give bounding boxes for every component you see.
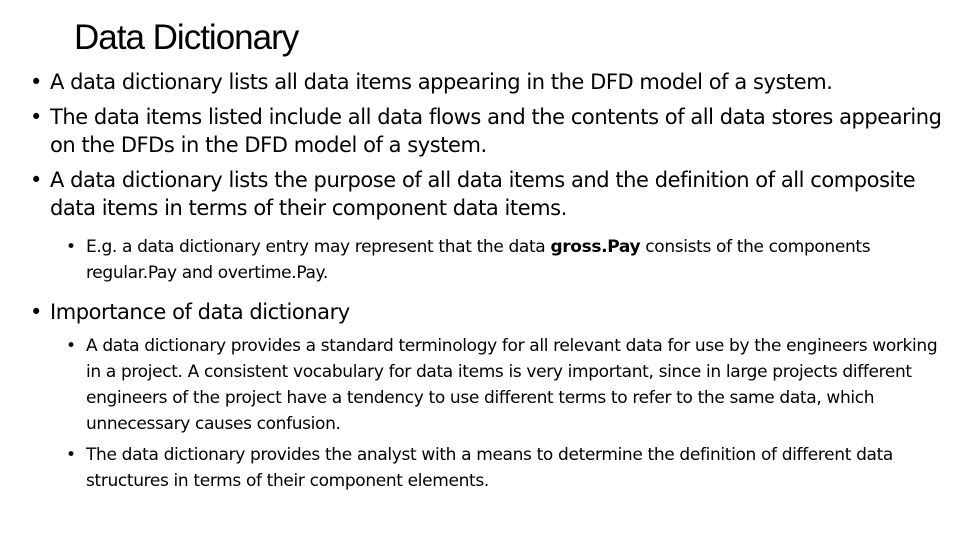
slide-title: Data Dictionary [74, 18, 299, 57]
bullet-dot-icon: • [66, 237, 76, 257]
bullet-text: The data items listed include all data flows and the contents of all data stores appearing on the DFDs in the DFD model of a system. [50, 105, 942, 157]
bullet-dot-icon: • [66, 336, 76, 356]
bullet-text-bold-term: gross.Pay [550, 237, 641, 257]
bullet-purpose-and-definition [30, 166, 950, 222]
sub-bullet-example-gross-pay [66, 234, 950, 286]
bullet-dot-icon: • [66, 445, 76, 465]
bullet-text-post: consists of the components regular.Pay and overtime.Pay. [86, 237, 871, 283]
bullet-dot-icon: • [30, 300, 42, 324]
bullet-text-pre: E.g. a data dictionary entry may represent that the data [86, 237, 551, 257]
bullet-data-dictionary-definition [30, 68, 950, 96]
bullet-dot-icon: • [30, 70, 42, 94]
slide-content [30, 68, 950, 499]
bullet-importance-heading [30, 298, 950, 326]
bullet-dot-icon: • [30, 105, 42, 129]
bullet-text: The data dictionary provides the analyst with a means to determine the definition of different data structures in terms of their component elements. [86, 445, 893, 491]
sub-bullet-analyst-means [66, 442, 950, 494]
bullet-text: A data dictionary lists all data items appearing in the DFD model of a system. [50, 70, 833, 94]
sub-bullet-standard-terminology [66, 333, 950, 437]
bullet-dot-icon: • [30, 168, 42, 192]
bullet-data-items-listed [30, 103, 950, 159]
bullet-text: Importance of data dictionary [50, 300, 350, 324]
bullet-text: A data dictionary lists the purpose of all data items and the definition of all composite data items in terms of their component data items. [50, 168, 916, 220]
bullet-text: A data dictionary provides a standard terminology for all relevant data for use by the engineers working in a project. A consistent vocabulary for data items is very important, since in large projects different engineers of the project have a tendency to use different terms to refer to the same data, which unnecessary causes confusion. [86, 336, 938, 434]
